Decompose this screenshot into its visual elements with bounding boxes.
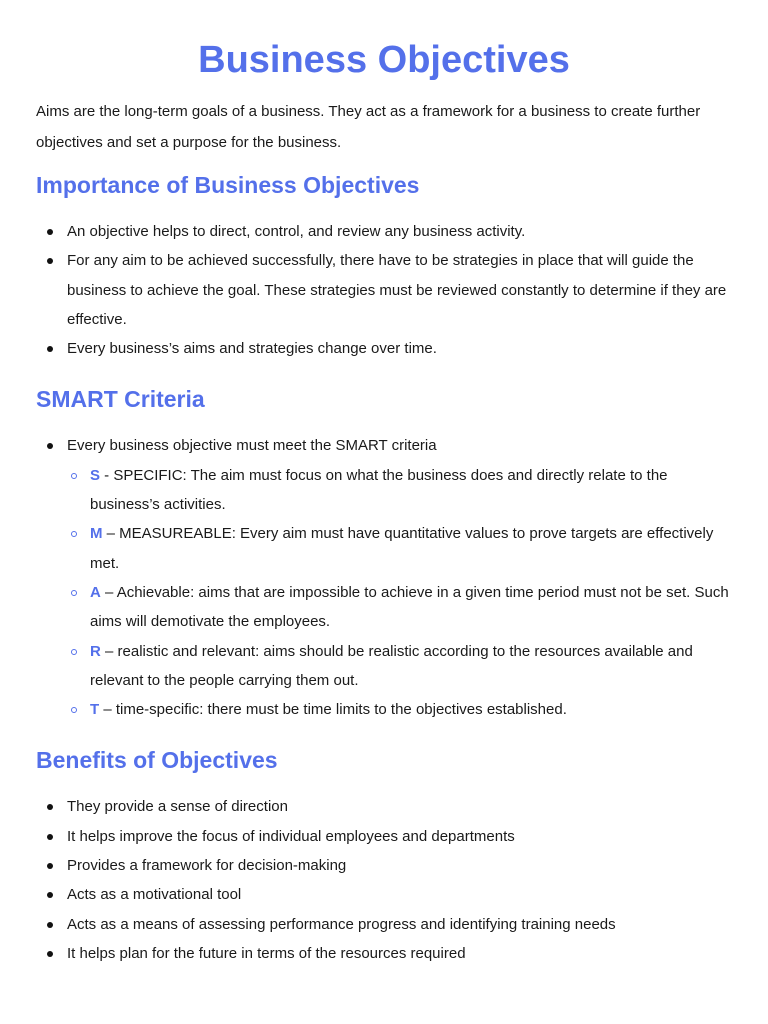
hollow-bullet-icon [71,531,77,537]
hollow-bullet-icon [71,707,77,713]
smart-list [36,431,732,460]
bullet-icon [47,258,53,264]
smart-item-m [36,519,732,578]
list-item-text: They provide a sense of direction [67,798,288,816]
list-item-text: Acts as a motivational tool [67,886,242,904]
bullet-icon [47,892,53,898]
list-item [36,851,732,880]
smart-item-text: – Achievable: aims that are impossible to achieve in a given time period must not be set. Such aims will demotivate the employees. [90,583,729,631]
bullet-icon [47,922,53,928]
smart-letter: T [90,701,100,719]
hollow-bullet-icon [71,473,77,479]
list-item [36,939,732,968]
list-item [36,246,732,334]
smart-letter: A [90,583,101,601]
list-item-text: Every business objective must meet the SMART criteria [67,437,437,455]
list-item [36,217,732,246]
smart-item-t [36,695,732,724]
list-item [36,910,732,939]
list-item [36,334,732,363]
list-item [36,880,732,909]
list-item-text: An objective helps to direct, control, and review any business activity. [67,223,526,240]
list-item-text: It helps plan for the future in terms of the resources required [67,944,466,962]
smart-item-text: – realistic and relevant: aims should be realistic according to the resources available and relevant to the people carrying them out. [90,642,693,689]
list-item-text: Provides a framework for decision-making [67,857,347,875]
intro-paragraph: Aims are the long-term goals of a business. They act as a framework for a business to create further objectives and set a purpose for the business. [36,103,701,151]
smart-item-text: - SPECIFIC: The aim must focus on what the business does and directly relate to the business’s activities. [90,466,668,514]
list-item-text: Acts as a means of assessing performance progress and identifying training needs [67,915,616,933]
smart-letter: S [90,466,101,484]
smart-sub-list [36,461,732,725]
smart-item-text: – time-specific: there must be time limits to the objectives established. [99,701,567,719]
list-item-text: It helps improve the focus of individual employees and departments [67,827,515,845]
list-item-text: For any aim to be achieved successfully, there have to be strategies in place that will guide the business to achieve the goal. These strategies must be reviewed constantly to determine if they are effective. [67,252,727,328]
list-item [36,822,732,851]
smart-item-r [36,637,732,696]
heading-importance: Importance of Business Objectives [36,172,420,198]
smart-item-s [36,461,732,520]
bullet-icon [47,229,53,235]
heading-smart-criteria: SMART Criteria [36,386,205,413]
importance-list [36,217,732,363]
bullet-icon [47,951,53,957]
hollow-bullet-icon [71,590,77,596]
smart-item-a [36,578,732,637]
smart-letter: R [90,642,101,660]
list-item [36,792,732,821]
bullet-icon [47,443,53,449]
smart-letter: M [90,525,103,543]
hollow-bullet-icon [71,649,77,655]
bullet-icon [47,834,53,840]
benefits-list [36,792,732,968]
bullet-icon [47,804,53,810]
bullet-icon [47,863,53,869]
page-title: Business Objectives [198,39,570,81]
list-item [36,431,732,460]
smart-item-text: – MEASUREABLE: Every aim must have quantitative values to prove targets are effectively met. [90,525,714,572]
list-item-text: Every business’s aims and strategies change over time. [67,340,437,358]
bullet-icon [47,346,53,352]
heading-benefits: Benefits of Objectives [36,747,278,774]
